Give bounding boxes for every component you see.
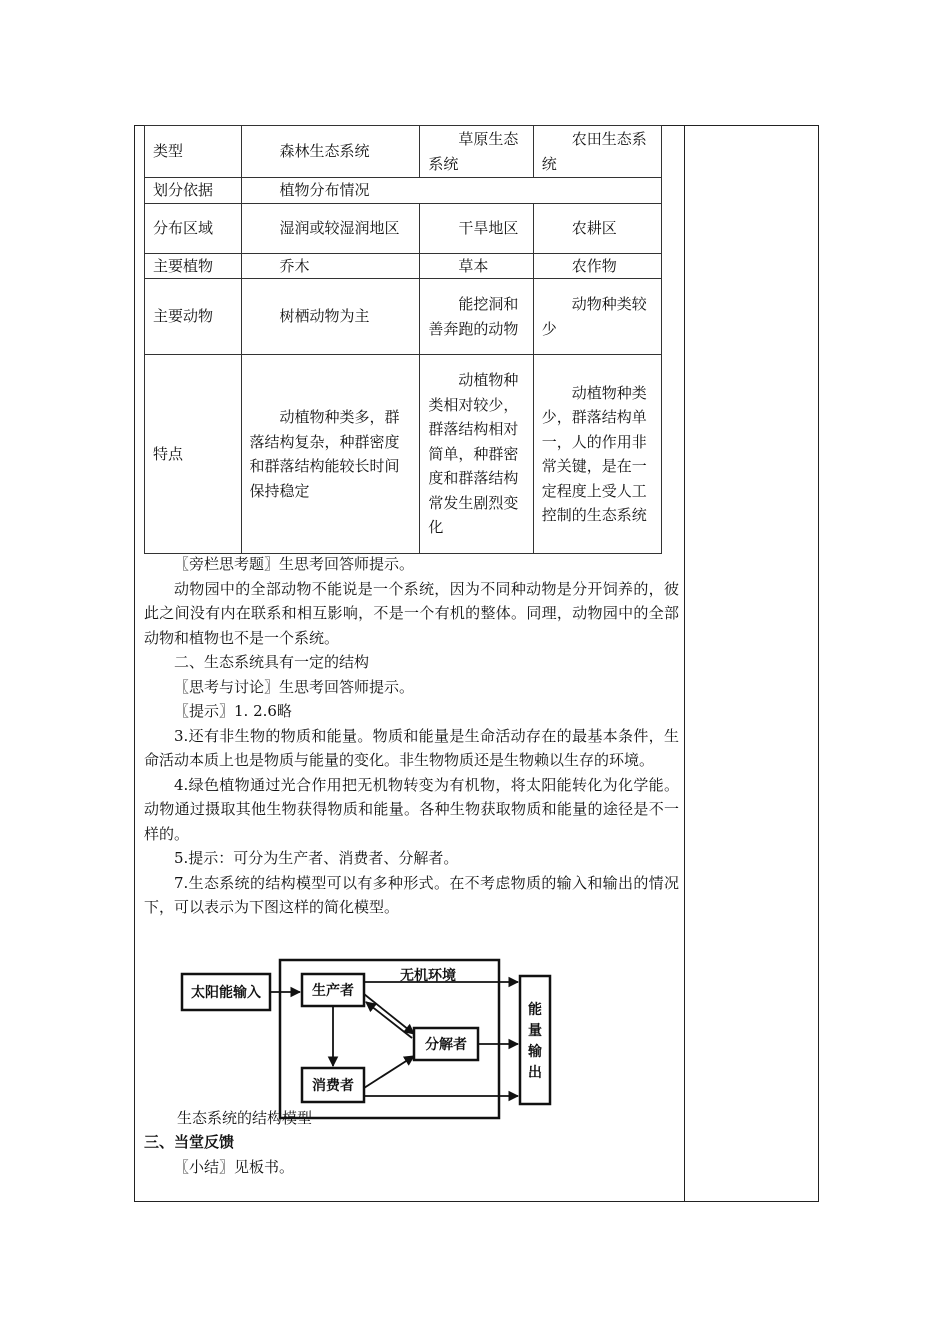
hint-note: 〖提示〗1. 2.6略 bbox=[174, 702, 292, 720]
producer-label: 生产者 bbox=[312, 983, 354, 999]
table-header-cell: 森林生态系统 bbox=[241, 126, 420, 178]
table-cell: 乔木 bbox=[241, 253, 420, 279]
table-row bbox=[145, 355, 662, 554]
table-cell: 干旱地区 bbox=[420, 203, 533, 253]
summary-note: 〖小结〗见板书。 bbox=[174, 1157, 295, 1176]
consumer-label: 消费者 bbox=[312, 1078, 354, 1094]
ecosystem-structure-diagram bbox=[178, 958, 556, 1124]
energy-output-char: 能 bbox=[528, 1002, 542, 1018]
table-header-cell: 草原生态系统 bbox=[420, 126, 533, 178]
diagram-caption: 生态系统的结构模型 bbox=[177, 1108, 313, 1127]
answer-4: 4.绿色植物通过光合作用把无机物转变为有机物，将太阳能转化为化学能。动物通过摄取其他生物获得物质和能量。各种生物获取物质和能量的途径是不一样的。 bbox=[144, 775, 679, 843]
table-cell: 动植物种类相对较少，群落结构相对简单，种群密度和群落结构常发生剧烈变化 bbox=[420, 355, 533, 554]
table-row bbox=[145, 253, 662, 279]
table-header-cell: 类型 bbox=[145, 126, 242, 178]
table-header-cell: 农田生态系统 bbox=[533, 126, 661, 178]
section-3-heading: 三、当堂反馈 bbox=[144, 1133, 235, 1151]
table-cell: 农作物 bbox=[533, 253, 661, 279]
solar-input-label: 太阳能输入 bbox=[191, 985, 261, 1001]
answer-3: 3.还有非生物的物质和能量。物质和能量是生命活动存在的最基本条件，生命活动本质上也是物质与能量的变化。非生物物质还是生物赖以生存的环境。 bbox=[144, 726, 679, 769]
table-row bbox=[145, 178, 662, 204]
inorganic-environment-label: 无机环境 bbox=[400, 968, 456, 984]
arrow-producer-to-decomposer bbox=[364, 994, 414, 1034]
table-row bbox=[145, 126, 662, 178]
zoo-explanation: 动物园中的全部动物不能说是一个系统，因为不同种动物是分开饲养的，彼此之间没有内在联系和相互影响，不是一个有机的整体。同理，动物园中的全部动物和植物也不是一个系统。 bbox=[144, 579, 679, 647]
answer-7: 7.生态系统的结构模型可以有多种形式。在不考虑物质的输入和输出的情况下，可以表示为下图这样的简化模型。 bbox=[144, 873, 679, 916]
table-cell: 动植物种类多，群落结构复杂，种群密度和群落结构能较长时间保持稳定 bbox=[241, 355, 420, 554]
table-row-label: 划分依据 bbox=[145, 178, 242, 204]
table-cell: 动植物种类少，群落结构单一，人的作用非常关键，是在一定程度上受人工控制的生态系统 bbox=[533, 355, 661, 554]
arrow-consumer-to-decomposer bbox=[364, 1056, 414, 1088]
table-row-label: 主要动物 bbox=[145, 279, 242, 355]
table-cell: 植物分布情况 bbox=[241, 178, 661, 204]
arrow-decomposer-to-producer bbox=[366, 1002, 412, 1038]
decomposer-label: 分解者 bbox=[425, 1037, 467, 1053]
sidebar-question-note: 〖旁栏思考题〗生思考回答师提示。 bbox=[174, 555, 415, 573]
column-divider bbox=[684, 125, 685, 1202]
table-cell: 树栖动物为主 bbox=[241, 279, 420, 355]
section-heading: 二、生态系统具有一定的结构 bbox=[174, 653, 370, 671]
table-cell: 草本 bbox=[420, 253, 533, 279]
table-row bbox=[145, 279, 662, 355]
table-cell: 能挖洞和善奔跑的动物 bbox=[420, 279, 533, 355]
table-row-label: 主要植物 bbox=[145, 253, 242, 279]
ecosystem-table bbox=[144, 125, 662, 554]
discussion-note: 〖思考与讨论〗生思考回答师提示。 bbox=[174, 677, 415, 696]
energy-output-char: 量 bbox=[528, 1023, 542, 1039]
table-cell: 湿润或较湿润地区 bbox=[241, 203, 420, 253]
energy-output-box bbox=[520, 976, 550, 1104]
answer-5: 5.提示：可分为生产者、消费者、分解者。 bbox=[174, 849, 459, 867]
table-cell: 动物种类较少 bbox=[533, 279, 661, 355]
table-row bbox=[145, 203, 662, 253]
table-cell: 农耕区 bbox=[533, 203, 661, 253]
table-row-label: 分布区域 bbox=[145, 203, 242, 253]
energy-output-char: 输 bbox=[528, 1044, 542, 1060]
energy-output-char: 出 bbox=[528, 1065, 542, 1081]
table-row-label: 特点 bbox=[145, 355, 242, 554]
